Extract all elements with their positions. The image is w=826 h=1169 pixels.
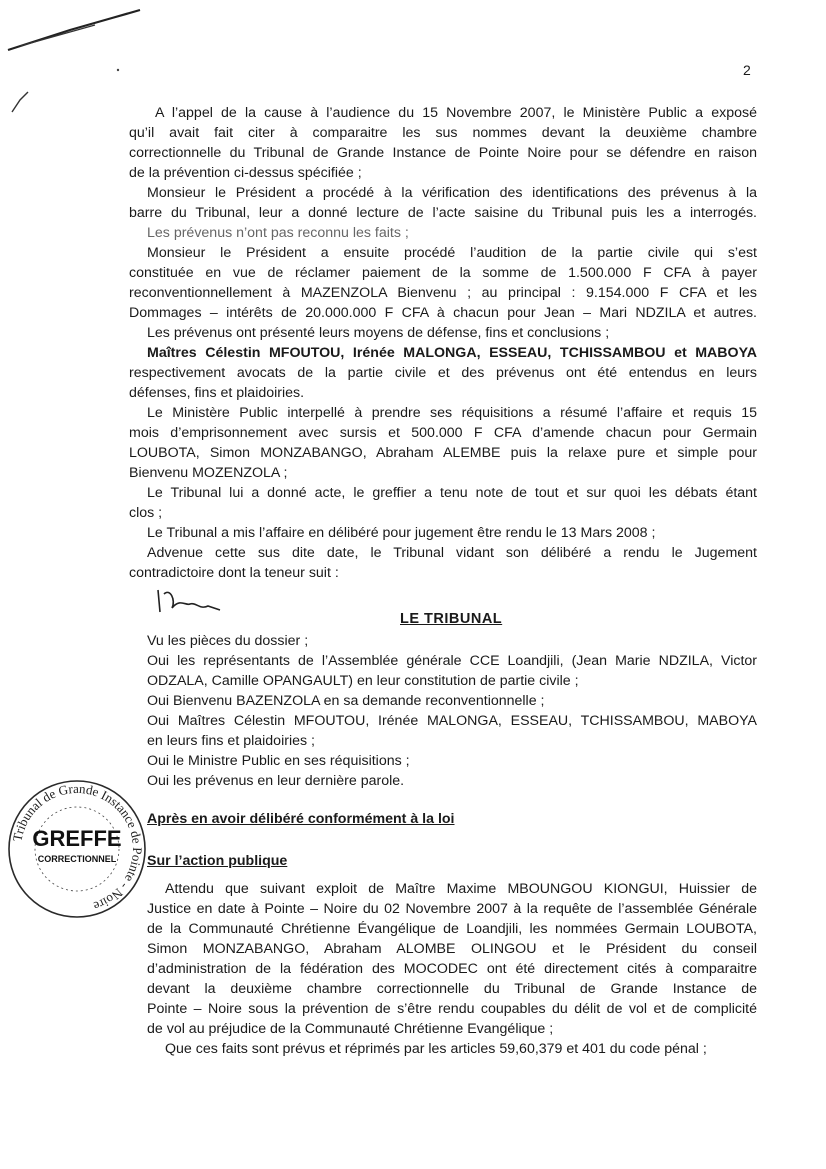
text-line: de la prévention ci-dessus spécifiée ; [129,165,362,181]
court-seal-stamp [2,774,152,924]
text-line: correctionnelle du Tribunal de Grande Instance de Pointe Noire pour se défendre en raison [129,145,757,161]
text-line: Simon MONZABANGO, Abraham ALOMBE OLINGOU et le Président du conseil [147,941,757,957]
text-line: reconventionnellement à MAZENZOLA Bienvenu ; au principal : 9.154.000 F CFA et les [129,285,757,301]
text-line: LOUBOTA, Simon MONZABANGO, Abraham ALEMBE puis la relaxe pure et simple pour [129,445,757,461]
text-line: Pointe – Noire sous la prévention de s’être rendu coupables du délit de vol et de complicité [147,1001,757,1017]
text-line: Maîtres Célestin MFOUTOU, Irénée MALONGA, ESSEAU, TCHISSAMBOU et MABOYA [147,345,757,361]
signature-scribble [150,584,230,620]
text-line: Vu les pièces du dossier ; [147,633,309,649]
deliberation-subheading: Après en avoir délibéré conformément à la loi [147,811,455,827]
text-line: défenses, fins et plaidoiries. [129,385,305,401]
text-line: barre du Tribunal, leur a donné lecture de l’acte saisine du Tribunal puis les a interrogés. [129,205,757,221]
text-line: A l’appel de la cause à l’audience du 15 Novembre 2007, le Ministère Public a exposé [155,105,757,121]
text-line: ODZALA, Camille OPANGAULT) en leur constitution de partie civile ; [147,673,579,689]
text-line: Dommages – intérêts de 20.000.000 F CFA à chacun pour Jean – Mari NDZILA et autres. [129,305,757,321]
public-action-section [147,879,757,1059]
considerations-section [147,631,757,871]
text-line: Oui Maîtres Célestin MFOUTOU, Irénée MALONGA, ESSEAU, TCHISSAMBOU, MABOYA [147,713,757,729]
text-line: Les prévenus ont présenté leurs moyens de défense, fins et conclusions ; [147,325,610,341]
seal-ring-text: Tribunal de Grande Instance de Pointe - Noire [9,780,146,915]
text-line: Oui les prévenus en leur dernière parole. [147,773,405,789]
text-line: Le Tribunal lui a donné acte, le greffier a tenu note de tout et sur quoi les débats étant [147,485,757,501]
text-line: constituée en vue de réclamer paiement de la somme de 1.500.000 F CFA à payer [129,265,757,281]
text-line: Oui le Ministre Public en ses réquisitions ; [147,753,410,769]
text-line: Le Tribunal a mis l’affaire en délibéré pour jugement être rendu le 13 Mars 2008 ; [147,525,656,541]
seal-center-bottom: CORRECTIONNEL [37,854,117,864]
text-line: d’administration de la fédération des MOCODEC ont été directement cités à comparaitre [147,961,757,977]
text-line: Oui Bienvenu BAZENZOLA en sa demande reconventionnelle ; [147,693,545,709]
text-line: mois d’emprisonnement avec sursis et 500.000 F CFA d’amende chacun pour Germain [129,425,757,441]
text-line: respectivement avocats de la partie civile et des prévenus ont été entendus en leurs [129,365,757,381]
text-line: Oui les représentants de l’Assemblée générale CCE Loandjili, (Jean Marie NDZILA, Victor [147,653,757,669]
procedure-section [129,103,757,583]
text-line: Monsieur le Président a ensuite procédé l’audition de la partie civile qui s’est [147,245,757,261]
tribunal-heading: LE TRIBUNAL [400,611,503,627]
text-line: Advenue cette sus dite date, le Tribunal vidant son délibéré a rendu le Jugement [147,545,757,561]
text-line: Attendu que suivant exploit de Maître Maxime MBOUNGOU KIONGUI, Huissier de [165,881,757,897]
text-line: devant la deuxième chambre correctionnelle du Tribunal de Grande Instance de [147,981,757,997]
page-number: 2 [743,62,751,78]
public-action-subheading: Sur l’action publique [147,853,288,869]
text-line: qu’il avait fait citer à comparaitre les sus nommes devant la deuxième chambre [129,125,757,141]
text-line: Monsieur le Président a procédé à la vérification des identifications des prévenus à la [147,185,757,201]
text-line: contradictoire dont la teneur suit : [129,565,339,581]
text-line: Les prévenus n’ont pas reconnu les faits ; [147,225,409,241]
text-line: de la Communauté Chrétienne Évangélique de Loandjili, les nommées Germain LOUBOTA, [147,921,757,937]
text-line: clos ; [129,505,163,521]
text-line: de vol au préjudice de la Communauté Chrétienne Evangélique ; [147,1021,554,1037]
text-line: Justice en date à Pointe – Noire du 02 Novembre 2007 à la requête de l’assemblée Générale [147,901,757,917]
text-line: en leurs fins et plaidoiries ; [147,733,315,749]
text-line: Que ces faits sont prévus et réprimés par les articles 59,60,379 et 401 du code pénal ; [165,1041,707,1057]
seal-center-top: GREFFE [32,826,122,851]
text-line: Bienvenu MOZENZOLA ; [129,465,288,481]
text-line: Le Ministère Public interpellé à prendre ses réquisitions a résumé l’affaire et requis 15 [147,405,757,421]
